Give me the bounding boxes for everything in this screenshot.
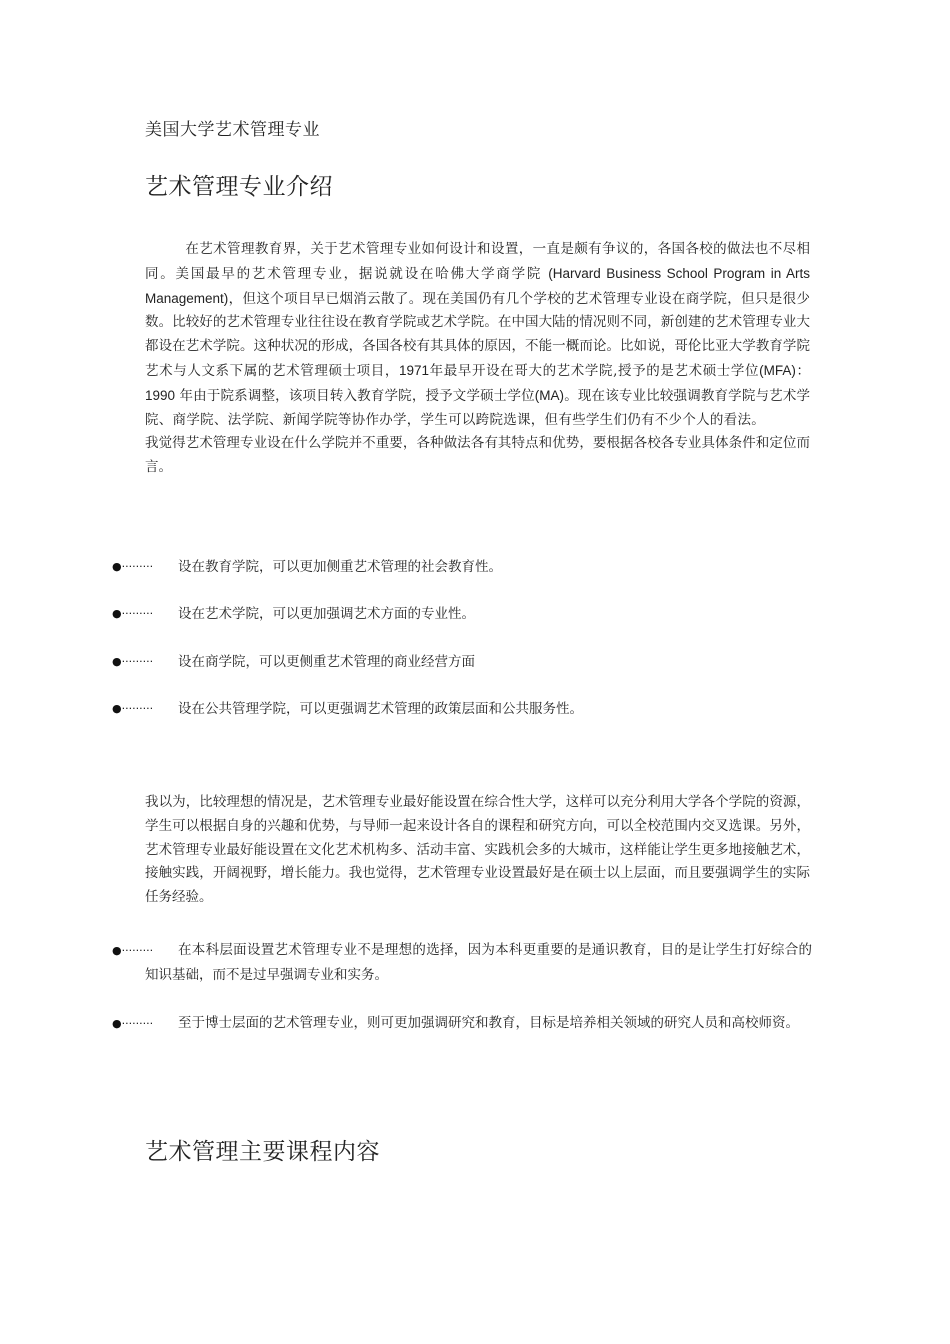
bullet-marker: ●·········	[112, 944, 154, 957]
list-item	[112, 698, 812, 745]
list-item-text: 设在艺术学院，可以更加强调艺术方面的专业性。	[178, 606, 475, 623]
school-options-list	[112, 556, 812, 745]
list-item-text: 至于博士层面的艺术管理专业，则可更加强调研究和教育，目标是培养相关领域的研究人员和高校师资。	[178, 1015, 799, 1031]
mfa-degree: (MFA)	[759, 362, 796, 378]
ma-degree: (MA)	[534, 387, 565, 403]
list-item-text: 设在公共管理学院，可以更强调艺术管理的政策层面和公共服务性。	[178, 700, 583, 717]
intro-text-part3: 年最早开设在哥大的艺术学院,授予的是艺术硕士学位	[429, 362, 760, 379]
bullet-marker: ●·········	[112, 1017, 154, 1030]
intro-text-part2: ，但这个项目早已烟消云散了。现在美国仍有几个学校的艺术管理专业设在商学院，但只是很少数。比较好的艺术管理专业往往设在教育学院或艺术学院。在中国大陆的情况则不同，新创建的艺术管理专业大都设在艺术学院。这种状况的形成，各国各校有其具体的原因，不能一概而论。比如说，哥伦比亚大学教育学院艺术与人文系下属的艺术管理硕士项目，	[145, 290, 810, 379]
section-heading-courses: 艺术管理主要课程内容	[145, 1139, 380, 1165]
bullet-marker: ●·········	[112, 654, 154, 668]
year-1990: 1990	[145, 387, 176, 403]
intro-paragraph	[145, 238, 810, 480]
list-item-text: 在本科层面设置艺术管理专业不是理想的选择，因为本科更重要的是通识教育，目的是让学生打好综合的知识基础，而不是过早强调专业和实务。	[145, 942, 812, 983]
list-item	[112, 651, 812, 698]
intro-text-part6: 。现在该专业比较强调教育学院与艺术学院、商学院、法学院、新闻学院等协作办学，学生可以跨院选课，但有些学生们仍有不少个人的看法。	[145, 387, 811, 428]
intro-text-part4: ：	[795, 362, 811, 379]
list-item	[112, 603, 812, 650]
intro-text-part1: 在艺术管理教育界，关于艺术管理专业如何设计和设置，一直是颇有争议的，各国各校的做法也不尽相同。美国最早的艺术管理专业，据说就设在哈佛大学商学院	[145, 241, 810, 282]
intro-text-part5: 年由于院系调整，该项目转入教育学院，授予文学硕士学位	[179, 387, 535, 404]
intro-text-part7: 我觉得艺术管理专业设在什么学院并不重要，各种做法各有其特点和优势，要根据各校各专业具体条件和定位而言。	[145, 435, 810, 476]
bullet-marker: ●·········	[112, 607, 154, 621]
list-item-text: 设在教育学院，可以更加侧重艺术管理的社会教育性。	[178, 559, 502, 575]
harvard-program-name: (Harvard Business School Program in Arts Management)	[145, 265, 810, 306]
section-heading-introduction: 艺术管理专业介绍	[145, 174, 333, 200]
list-item	[112, 556, 812, 603]
opinion-paragraph: 我以为，比较理想的情况是，艺术管理专业最好能设置在综合性大学，这样可以充分利用大学各个学院的资源，学生可以根据自身的兴趣和优势，与导师一起来设计各自的课程和研究方向，可以全校范围内交叉选课。另外，艺术管理专业最好能设置在文化艺术机构多、活动丰富、实践机会多的大城市，这样能让学生更多地接触艺术，接触实践，开阔视野，增长能力。我也觉得，艺术管理专业设置最好是在硕士以上层面，而且要强调学生的实际任务经验。	[145, 794, 810, 906]
bullet-marker: ●·········	[112, 701, 154, 715]
list-item-text: 设在商学院，可以更侧重艺术管理的商业经营方面	[178, 653, 475, 670]
level-bullet-undergraduate	[112, 938, 812, 988]
year-1971: 1971	[399, 362, 430, 378]
level-bullet-doctoral	[112, 1011, 812, 1036]
bullet-marker: ●·········	[112, 560, 154, 573]
document-header-title: 美国大学艺术管理专业	[145, 120, 320, 140]
